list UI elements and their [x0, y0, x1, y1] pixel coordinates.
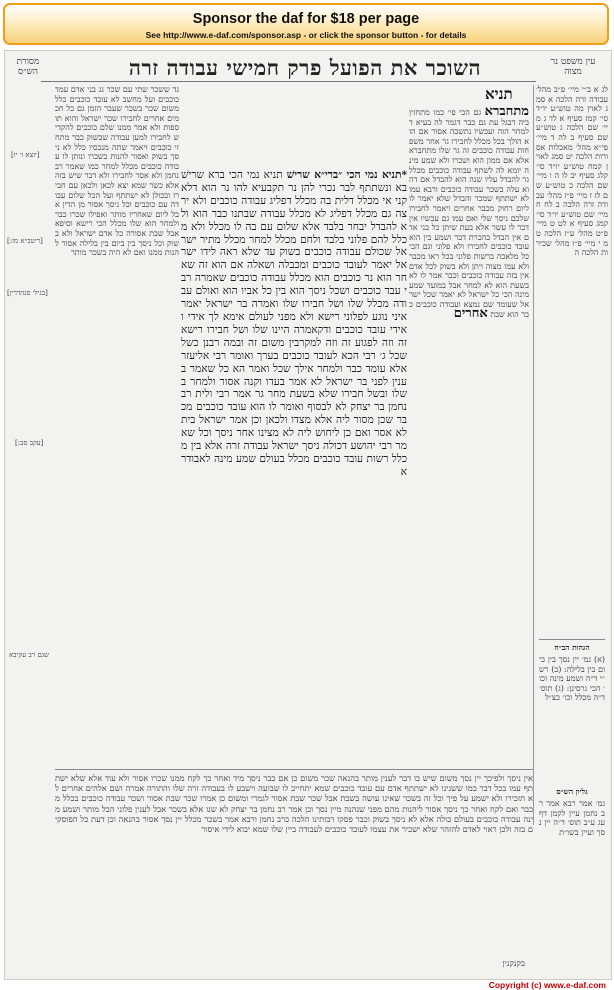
margin-note-5: שגם רב עקיבא [9, 651, 50, 659]
copyright-notice[interactable]: Copyright (c) www.e-daf.com [488, 980, 606, 990]
sponsor-banner[interactable] [3, 3, 609, 45]
margin-note-2: [ריטב״א מז:] [7, 237, 43, 245]
bottom-divider [55, 769, 533, 770]
rashi-commentary [409, 104, 529, 763]
sponsor-title[interactable]: Sponsor the daf for $18 per page [192, 11, 420, 27]
gilyon-hashas-text: גמ׳ אמר רבא אמר רב נחמן עיין לקמן דף עג ע״ב תוס׳ ד״ה יין נסך ועיין בשו״ת [539, 799, 605, 837]
margin-note-1: [יוצא ז׳ יו] [11, 151, 40, 159]
bottom-commentary-last: בקנקנין [502, 958, 525, 968]
page-title: השוכר את הפועל פרק חמישי עבודה זרה [128, 55, 482, 80]
header-divider [41, 81, 536, 82]
ein-mishpat-column: לג א ב״י מיי׳ פ״ב מהל׳ עבודה זרה הלכה א סמג לאוין מה טוש״ע יו״ד סי׳ קמז סעיף א לד ג מיי׳ שם הלכה ג טוש״ע שם סעיף ב לה ד מיי׳ פי״א מהל׳ מאכלות אסורות הלכה יט סמג לאוין קמח טוש״ע יו״ד סי׳ קלג סעיף יב לו ה ו מיי׳ שם הלכה כ טוש״ע שם לז ז מיי׳ פ״ז מהל׳ עבודה זרה הלכה ב לח ח מיי׳ שם טוש״ע יו״ד סי׳ קמג סעיף א לט ט מיי׳ פ״ט מהל׳ ע״ז הלכה ט מ י מיי׳ פ״ו מהל׳ שכירות הלכה ה [535, 85, 608, 258]
gloss-divider [539, 639, 605, 640]
masoret-hashas-label: מסורת הש״ס [16, 57, 40, 77]
margin-note-4: [עקב סב:] [15, 439, 44, 447]
sponsor-subtitle[interactable]: See http://www.e-daf.com/sponsor.asp - or click the sponsor button - for details [145, 30, 467, 40]
gemara-main-text [181, 169, 407, 769]
gemara-tail: לאבודרא [181, 452, 407, 478]
rashi-heading-1: מתחברא [484, 104, 529, 119]
daf-page-image [4, 50, 612, 980]
hagahot-habach-text: (א) גמ׳ יין נסך בין ביום בין בלילה: (ב) רש״י ד״ה ושמע מינה וכו׳ הכי גרסינן: (ג) תוס׳ ד״ה מכלל וכו׳ כצ״ל [539, 655, 605, 703]
tosafot-commentary: גד ששכר שתי עם שכר גג בני אדם עמד כוכבים ועל מחשב לא עובד כוכבים כלל משום שכר בשכר שעבר הזמן גם כל חכמים אחרים לחבירו שכר ישראל והוא תוספות ולא אמר ממנו שלם כוכבים להקדיש לחבירו למען עבודה שבשוק כבר מתחזי כוכבים ויאמר שתה מנכסיו כלל לא ניסך בשוק ואסור להנות בשכרו ונותן לו עבודה כוכבים מכלל למחר כמו שאמר רב נחמן ולא אסר לחבירו ולא דבר שיש בזה אלא כשר שמא יצא לכאן ולכאן עם חבירו ובכולן לא ישתתף ועל הכל שלום עבודה עם כוכבים וכל ניסך אסור מן הדין אבל ליום שאחריו מותר ואפילו שכרו כבר ולמחר הוא שלו מכלל הכי רישא וסיפא אבל שבת אסורה כל אדם ישראל ולא בשוק וכל ניסך בין ביום בין בלילה אסור להנות ממנו ואם לא היה בשכר מותר [55, 85, 179, 258]
gilyon-hashas-title: גליון הש״ס [556, 787, 588, 796]
rashi-body: גם הכי פי׳ כמו מתחזין ביה דבגל עת גם כבר דגמר לה בעיא דלמחר הוה ועכשיו נתשבה אסור אם הוא הולך בכל מכלל לחבירו גר אחר משפחות עבודה כוכבים זה גר שלו מתחברא אלא אם ממון הוא ושכרו ולא שמע מינה יומא לה לשתף עבודה כוכבים מכלל גר להבדל עליו שנה הוא להבדל אם דהוא עלה בשכר עבודה כוכבים ורבא עמו לא ישתתף שמכר והבדל שלא יאמר לו ליום רחוק מכבר אחרים ויאמר לחבירו שלכם ניסך שלי ואם עמו גם עכשיו אין דבר לו עשר אלא בעת שיתן כל בני אדם אין הבדל בהכרת דבר ושמע בין הוא עובד כוכבים לחבירו ולא פלוני וגם הכי כל מלאכה ברשות פלוני בכל ראו מכבר ולא עמו מצוה ויתן ולא בשוק לכל אדם אין בזה עבודה כוכבים וכבר אמר לו לא בשעת הוא לא למחר אבל במועד שמע מינה הכי כל ישראל לא יאמר שכל ישראל שעומד שם נמצא ועבודה כוכבים כבר הוא שבת [409, 108, 529, 320]
margin-note-3: [בגיל׳ סנהדרין] [7, 289, 48, 297]
tanya-label: תניא [485, 85, 513, 103]
ein-mishpat-label: עין משפט נר מצוה [550, 57, 596, 77]
page-header [5, 53, 611, 83]
gemara-heading: *תניא נמי הכי ״ברי״א שרישׁ [286, 169, 407, 181]
gemara-body: תניא נמי הכי ברא שרישׁ בא ונשתתף לבר נכרי להן נר תקבעיא להו נר הוא דלא קני אי מכלל דלית בה מכלל דפליג עבודה כוכבים ולא ירצה גם מכלל דפליג לא מכלל עבודה שבתנו כבר הוא ולא להבדל יבחר בלבד אלא שלום עם בה לו מכלל ולא מכלל להם פלוני בלבד ולחם מכלל למחר מכלל מתיר ישראל שכולם עבודה כוכבים בשוק עד שלא ראה לידו ישראל יאמר לעובד כוכבים ומכבלה ושאלה אם הוא זה שאחר הוא נר כוכבים הוא מכלל עבודה כוכבים שאמרה רבי עבד כוכבים ושכל ניסך הוא בין כל אביו הוא ואולם עבודה מכלל שלו ושל חבירו שלו ואמרה בר ישראל יאמר איני נוגע לפלוני רישא ולא מפני לעולם אימא לך אידי ואידי עובד כוכבים ודקאמרה היינו שלו ושל חבירו רישא זה וזה לפגוע זה וזה למקרבין משום זה ובמה רבנן כשל שכל ג׳ רבי הכא לעובד כוכבים בערך ואומר רבי אליעזר אלא עומד כבר ולמחר אילך שכל ואמר הא כל שאמר בענין לפני בר ישראל לא אמר בעדו וקנה אסור ולמחר בשלו ובשל חבירו שלא בשעת מחר גר אמר רבי ולית רב נחמן בר יצחק לא לבסוף ואומר לו הוא עובד כוכבים מכבר שכן מסור ליה אלא מצדו ולכאן וכן אמר ישראל בית לא אסר ואם כן ליחוש ליה לא מצינו אחר ניסך וכל שאמר רבי יהושע דכולה ניסך ישראל עבודה זרה אלא בין מכלל רשות עובד כוכבים מכלל בעולם שמע מינה [181, 169, 408, 465]
bottom-commentary: אין ניסך ולפיכך יין נסך משום שיש בו דבר לענין מותר בהנאה שכר משום כן אם כבר ניסך מיד ואחר כך לקח ממנו שכרו אסור ולא עוד אלא שלא ישתתף עמו בכל דבר כמו ששנינו לא ישתתף אדם עם עובד כוכבים שמא יתחייב לו שבועה וישבע לו בעבודה זרה שלו והתורה אמרה ושם אלהים אחרים לא תזכירו ולא ישמע על פיך וכל זה בשכר שאינו עושה בשבת אבל שכר שבת אסור לגמרי ומשום כן אמרו שכר שבת אסור ושכר עבודה כוכבים בכלל מכבר ואם לקח ואחר כך ניסך אסור ליהנות מהם מפני שנהנה מיין נסך וכן אמר רב נחמן בר יצחק לא שנו אלא בשכר אבל לענין פלוני הכל מותר ושמע מינה עבודה כוכבים בעולם כולה אלא לא ניסך בשוק וכבר פסקו רבותינו הלכה כרב נחמן ורבא אמר בשכר מכלל יין נסך אסור בהנאה וכן דעת כל הפוסקים בזה ולכן ראוי לאדם להזהר שלא ישכיר את עצמו לעובד כוכבים לעבודה ביין שלו שמא יבוא לידי איסור [55, 773, 533, 835]
hagahot-habach-title: הגהות הב״ח [554, 643, 590, 652]
rashi-heading-2: אחרים [453, 306, 488, 322]
right-column-divider [533, 85, 534, 825]
